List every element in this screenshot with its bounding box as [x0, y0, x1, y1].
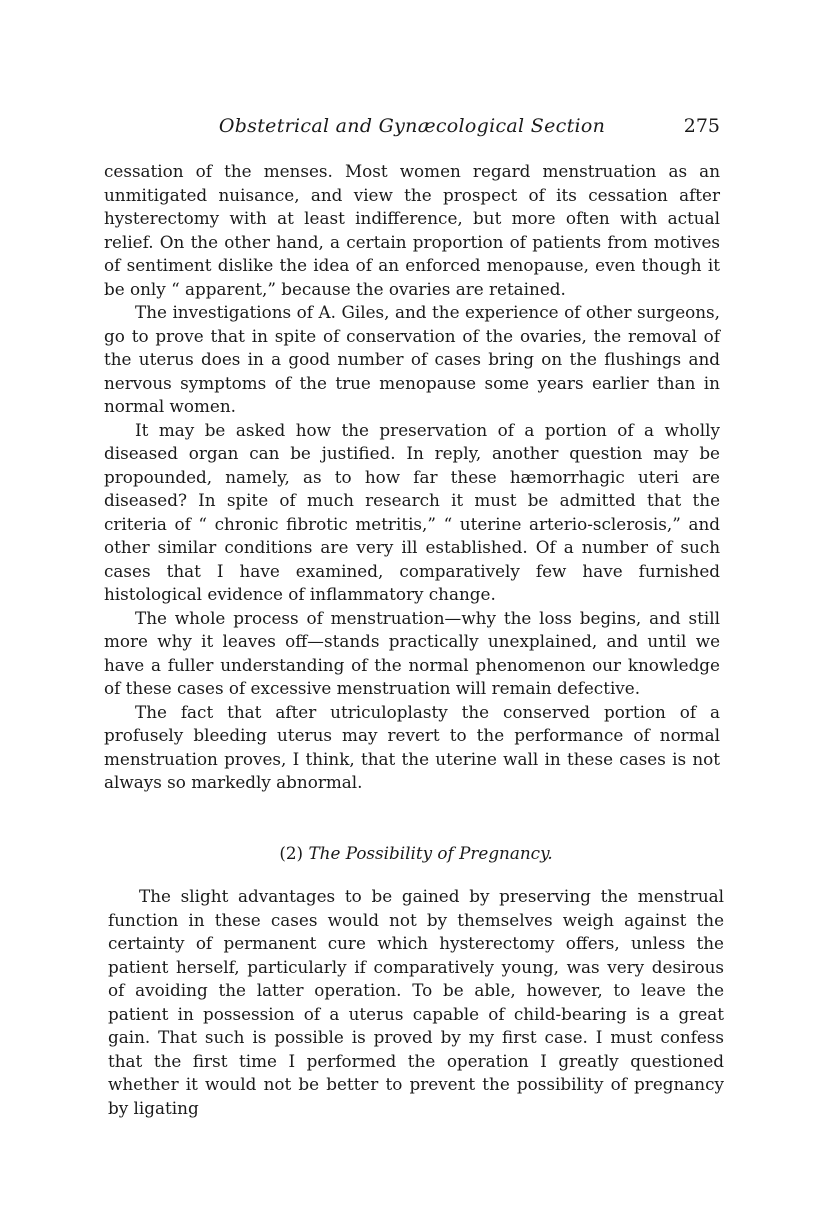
- paragraph: It may be asked how the preservation of a portion of a wholly diseased organ can be justified. In reply, another question may be propounded, namely, as to how far these hæmorrhagic uteri are diseased? In spite of much research it must be admitted that the criteria of “ chronic fibrotic metritis,” “ uterine arterio-sclerosis,” and other similar conditions are very ill established. Of a number of such cases that I have examined, comparatively few have furnished histological evidence of inflammatory change.: [104, 419, 720, 604]
- section-title: The Possibility of Pregnancy.: [308, 843, 553, 863]
- section-text: [108, 885, 724, 1120]
- section-heading: [108, 843, 724, 863]
- running-title: Obstetrical and Gynæcological Section: [218, 115, 606, 137]
- main-text: [104, 160, 720, 795]
- paragraph-continued: cessation of the menses. Most women regard menstruation as an unmitigated nuisance, and view the prospect of its cessation after hysterectomy with at least indifference, but more often with actual relief. On the other hand, a certain proportion of patients from motives of sentiment dislike the idea of an enforced menopause, even though it be only “ apparent,” because the ovaries are retained.: [104, 161, 720, 299]
- running-head: [104, 115, 720, 143]
- paragraph: The whole process of menstruation—why the loss begins, and still more why it leaves off—stands practically unexplained, and until we have a fuller understanding of the normal phenomenon our knowledge of these cases of excessive menstruation will remain defective.: [104, 607, 720, 698]
- paragraph: The fact that after utriculoplasty the conserved portion of a profusely bleeding uterus may revert to the performance of normal menstruation proves, I think, that the uterine wall in these cases is not always so markedly abnormal.: [104, 701, 720, 792]
- paragraph: The investigations of A. Giles, and the experience of other surgeons, go to prove that in spite of conservation of the ovaries, the removal of the uterus does in a good number of cases bring on the flushings and nervous symptoms of the true menopause some years earlier than in normal women.: [104, 302, 720, 416]
- paragraph: The slight advantages to be gained by preserving the menstrual function in these cases would not by themselves weigh against the certainty of permanent cure which hysterectomy offers, unless the patient herself, particularly if comparatively young, was very desirous of avoiding the latter operation. To be able, however, to leave the patient in possession of a uterus capable of child-bearing is a great gain. That such is possible is proved by my first case. I must confess that the first time I performed the operation I greatly questioned whether it would not be better to prevent the possibility of pregnancy by ligating: [108, 886, 724, 1118]
- page-number: 275: [683, 115, 720, 137]
- section-number: (2): [279, 843, 304, 863]
